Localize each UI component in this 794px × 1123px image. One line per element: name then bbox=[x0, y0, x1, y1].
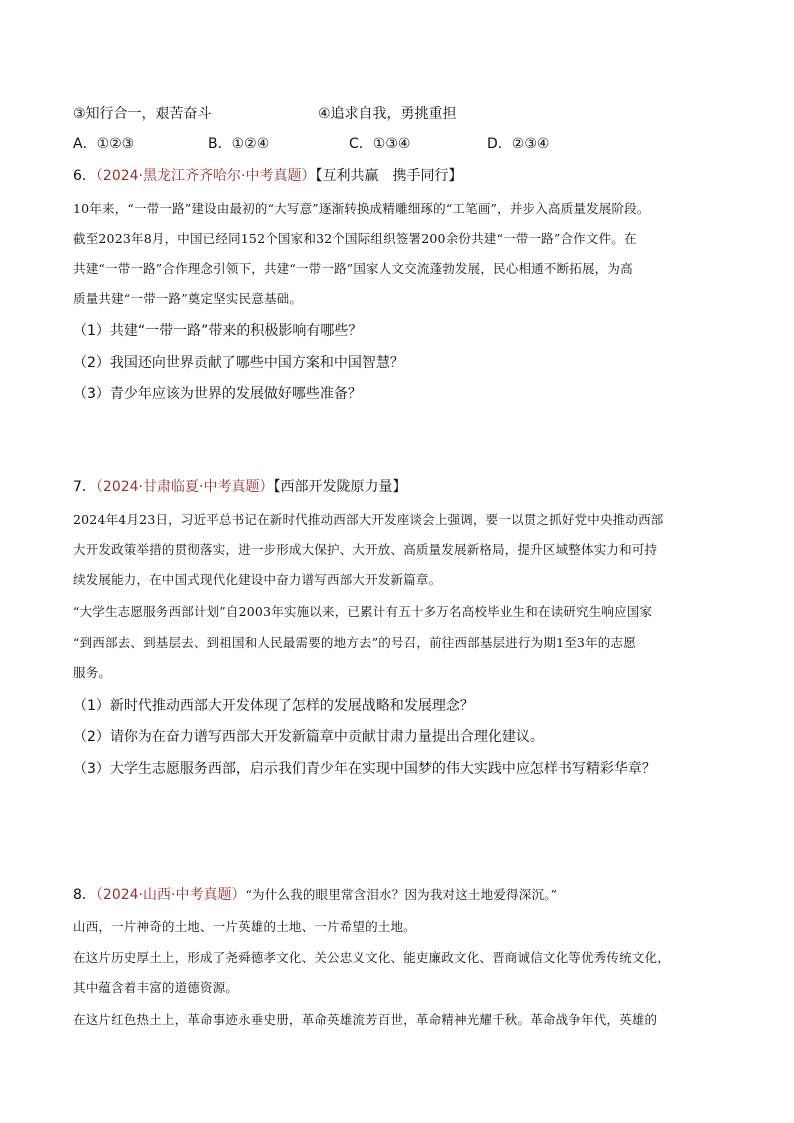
q7-question-2: （2）请你为在奋力谱写西部大开发新篇章中贡献甘肃力量提出合理化建议。 bbox=[73, 729, 544, 745]
q5-option-c: C．①③④ bbox=[349, 136, 411, 152]
q7-question-1: （1）新时代推动西部大开发体现了怎样的发展战略和发展理念？ bbox=[73, 698, 474, 714]
q6-material-line: 质量共建“一带一路”奠定坚实民意基础。 bbox=[73, 291, 303, 306]
q7-material-line: “大学生志愿服务西部计划”自2003年实施以来，已累计有五十多万名高校毕业生和在读研究生响应国家 bbox=[73, 604, 653, 619]
q8-material-line: 山西，一片神奇的土地、一片英雄的土地、一片希望的土地。 bbox=[73, 919, 416, 934]
q8-source-close: ） bbox=[231, 887, 246, 903]
q7-source-close: ） bbox=[259, 479, 274, 495]
q5-statement-4: ④追求自我，勇挑重担 bbox=[318, 106, 457, 122]
q8-material-line: 在这片历史厚土上，形成了尧舜德孝文化、关公忠义文化、能吏廉政文化、晋商诚信文化等优秀传统文化， bbox=[73, 950, 670, 965]
q8-source-open: （ bbox=[95, 887, 103, 903]
q6-source-close: ） bbox=[301, 168, 316, 184]
q7-title: 【西部开发陇原力量】 bbox=[273, 479, 407, 495]
q5-option-d: D．②③④ bbox=[487, 136, 550, 152]
q8-title: “为什么我的眼里常含泪水？因为我对这土地爱得深沉。” bbox=[245, 887, 558, 902]
q5-option-b: B．①②④ bbox=[208, 136, 270, 152]
q6-source-open: （ bbox=[95, 168, 103, 184]
q6-material-line: 截至2023年8月，中国已经同152个国家和32个国际组织签署200余份共建“一带一路”合作文件。在 bbox=[73, 231, 637, 246]
q5-statement-3: ③知行合一，艰苦奋斗 bbox=[73, 106, 212, 122]
q7-heading bbox=[73, 476, 406, 496]
q8-heading bbox=[73, 884, 557, 904]
q7-question-3: （3）大学生志愿服务西部，启示我们青少年在实现中国梦的伟大实践中应怎样书写精彩华章？ bbox=[73, 761, 656, 777]
q8-number: 8． bbox=[73, 887, 96, 903]
q7-source: 2024·甘肃临夏·中考真题 bbox=[102, 479, 260, 495]
q7-material-line: 续发展能力，在中国式现代化建设中奋力谱写西部大开发新篇章。 bbox=[73, 572, 442, 587]
q6-material-line: 10年来，“一带一路”建设由最初的“大写意”逐渐转换成精雕细琢的“工笔画”，并步入高质量发展阶段。 bbox=[73, 201, 650, 216]
q6-source: 2024·黑龙江齐齐哈尔·中考真题 bbox=[102, 168, 302, 184]
q7-source-open: （ bbox=[95, 479, 103, 495]
q6-heading bbox=[73, 165, 462, 185]
q7-material-line: 2024年4月23日，习近平总书记在新时代推动西部大开发座谈会上强调，要一以贯之抓好党中央推动西部 bbox=[73, 512, 664, 527]
q7-material-line: 服务。 bbox=[73, 665, 112, 680]
q6-question-2: （2）我国还向世界贡献了哪些中国方案和中国智慧？ bbox=[73, 355, 404, 371]
q8-material-line: 其中蕴含着丰富的道德资源。 bbox=[73, 980, 239, 995]
q5-option-a: A．①②③ bbox=[73, 136, 135, 152]
q8-source: 2024·山西·中考真题 bbox=[102, 887, 232, 903]
q6-material-line: 共建“一带一路”合作理念引领下，共建“一带一路”国家人文交流蓬勃发展，民心相通不断拓展，为高 bbox=[73, 261, 633, 276]
q6-title: 【互利共赢 携手同行】 bbox=[315, 168, 463, 184]
q6-question-1: （1）共建“一带一路”带来的积极影响有哪些？ bbox=[73, 323, 363, 339]
q7-number: 7． bbox=[73, 479, 96, 495]
q6-question-3: （3）青少年应该为世界的发展做好哪些准备？ bbox=[73, 386, 362, 402]
q8-material-line: 在这片红色热土上，革命事迹永垂史册，革命英雄流芳百世，革命精神光耀千秋。革命战争年代，英雄的 bbox=[73, 1012, 658, 1027]
q6-number: 6． bbox=[73, 168, 96, 184]
q7-material-line: 大开发政策举措的贯彻落实，进一步形成大保护、大开放、高质量发展新格局，提升区域整体实力和可持 bbox=[73, 542, 658, 557]
q7-material-line: “到西部去、到基层去、到祖国和人民最需要的地方去”的号召，前往西部基层进行为期1至3年的志愿 bbox=[73, 635, 636, 650]
